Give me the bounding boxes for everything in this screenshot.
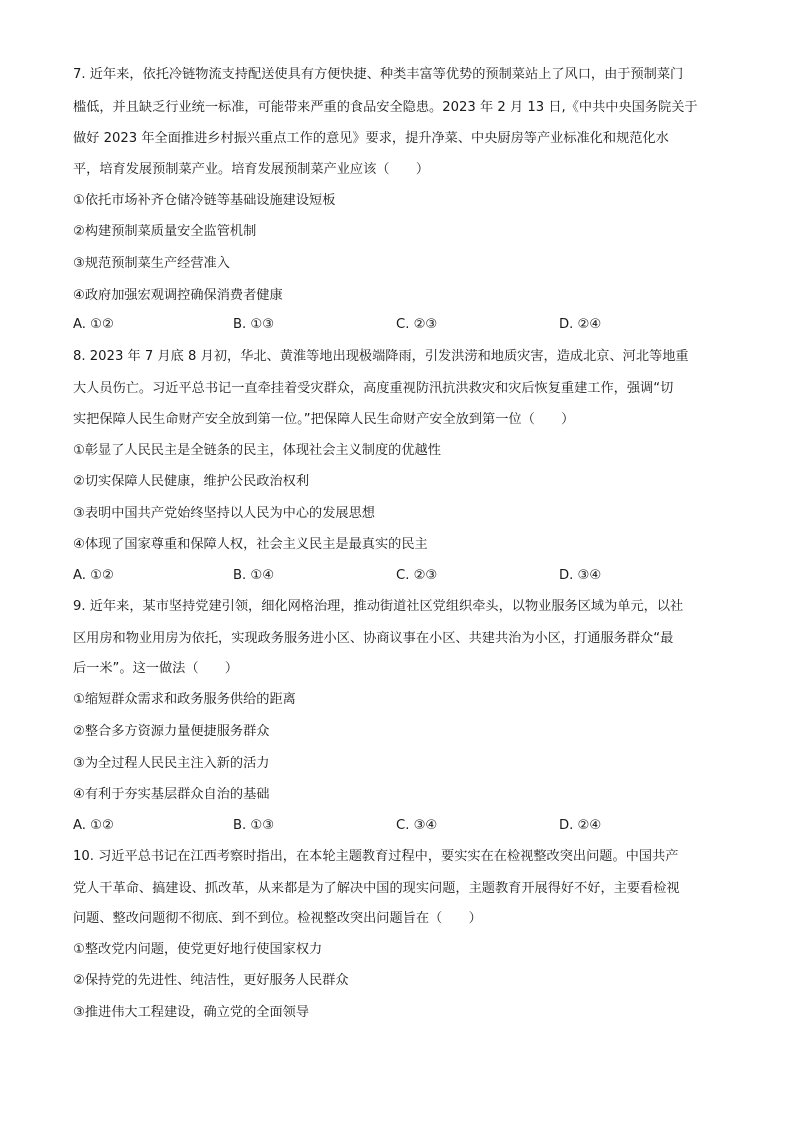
q8-option-b: B. ①④ (233, 568, 275, 583)
q8-item-3: ③表明中国共产党始终坚持以人民为中心的发展思想 (73, 506, 375, 521)
q7-stem-line-3: 做好 2023 年全面推进乡村振兴重点工作的意见》要求，提升净菜、中央厨房等产业标准化和规范化水 (73, 131, 669, 146)
q9-option-b: B. ①③ (233, 818, 275, 833)
q10-stem-line-2: 党人干革命、搞建设、抓改革，从来都是为了解决中国的现实问题，主题教育开展得好不好，主要看检视 (73, 881, 680, 896)
q8-stem-line-1: 8. 2023 年 7 月底 8 月初，华北、黄淮等地出现极端降雨，引发洪涝和地质灾害，造成北京、河北等地重 (73, 349, 689, 364)
q7-stem-line-4: 平，培育发展预制菜产业。培育发展预制菜产业应该（ ） (73, 162, 430, 177)
q9-options (73, 816, 713, 836)
q10-item-1: ①整改党内问题，使党更好地行使国家权力 (73, 942, 323, 957)
q7-item-2: ②构建预制菜质量安全监管机制 (73, 224, 257, 239)
q8-stem-line-3: 实把保障人民生命财产安全放到第一位。”把保障人民生命财产安全放到第一位（ ） (73, 412, 575, 427)
q9-option-a: A. ①② (73, 818, 114, 833)
q7-item-4: ④政府加强宏观调控确保消费者健康 (73, 288, 283, 303)
q9-stem-line-1: 9. 近年来，某市坚持党建引领，细化网格治理，推动街道社区党组织牵头，以物业服务区域为单元，以社 (73, 599, 684, 614)
q7-item-3: ③规范预制菜生产经营准入 (73, 256, 230, 271)
q8-item-1: ①彰显了人民民主是全链条的民主，体现社会主义制度的优越性 (73, 443, 441, 458)
q8-option-d: D. ③④ (559, 568, 602, 583)
q8-options (73, 566, 713, 586)
q10-item-2: ②保持党的先进性、纯洁性，更好服务人民群众 (73, 973, 349, 988)
q9-item-2: ②整合多方资源力量便捷服务群众 (73, 724, 270, 739)
q7-option-d: D. ②④ (559, 317, 602, 332)
q8-option-a: A. ①② (73, 568, 114, 583)
q7-stem-line-2: 槛低，并且缺乏行业统一标准，可能带来严重的食品安全隐患。2023 年 2 月 13 日,《中共中央国务院关于 (73, 100, 698, 115)
q7-option-b: B. ①③ (233, 317, 275, 332)
q10-item-3: ③推进伟大工程建设，确立党的全面领导 (73, 1005, 310, 1020)
q7-item-1: ①依托市场补齐仓储冷链等基础设施建设短板 (73, 193, 336, 208)
q10-stem-line-1: 10. 习近平总书记在江西考察时指出，在本轮主题教育过程中，要实实在在检视整改突出问题。中国共产 (73, 849, 679, 864)
q8-option-c: C. ②③ (396, 568, 438, 583)
q9-item-4: ④有利于夯实基层群众自治的基础 (73, 787, 270, 802)
q7-option-c: C. ②③ (396, 317, 438, 332)
q10-stem-line-3: 问题、整改问题彻不彻底、到不到位。检视整改突出问题旨在（ ） (73, 911, 482, 926)
q9-option-c: C. ③④ (396, 818, 438, 833)
q8-stem-line-2: 大人员伤亡。习近平总书记一直牵挂着受灾群众，高度重视防汛抗洪救灾和灾后恢复重建工作，强调“切 (73, 381, 674, 396)
q9-item-3: ③为全过程人民民主注入新的活力 (73, 756, 270, 771)
q9-stem-line-3: 后一米”。这一做法（ ） (73, 661, 239, 676)
q9-item-1: ①缩短群众需求和政务服务供给的距离 (73, 692, 296, 707)
q8-item-2: ②切实保障人民健康，维护公民政治权利 (73, 474, 310, 489)
q7-option-a: A. ①② (73, 317, 114, 332)
q8-item-4: ④体现了国家尊重和保障人权，社会主义民主是最真实的民主 (73, 537, 428, 552)
q9-stem-line-2: 区用房和物业用房为依托，实现政务服务进小区、协商议事在小区、共建共治为小区，打通服务群众“最 (73, 631, 674, 646)
q9-option-d: D. ②④ (559, 818, 602, 833)
q7-options (73, 315, 713, 335)
q7-stem-line-1: 7. 近年来，依托冷链物流支持配送使具有方便快捷、种类丰富等优势的预制菜站上了风口，由于预制菜门 (73, 67, 684, 82)
